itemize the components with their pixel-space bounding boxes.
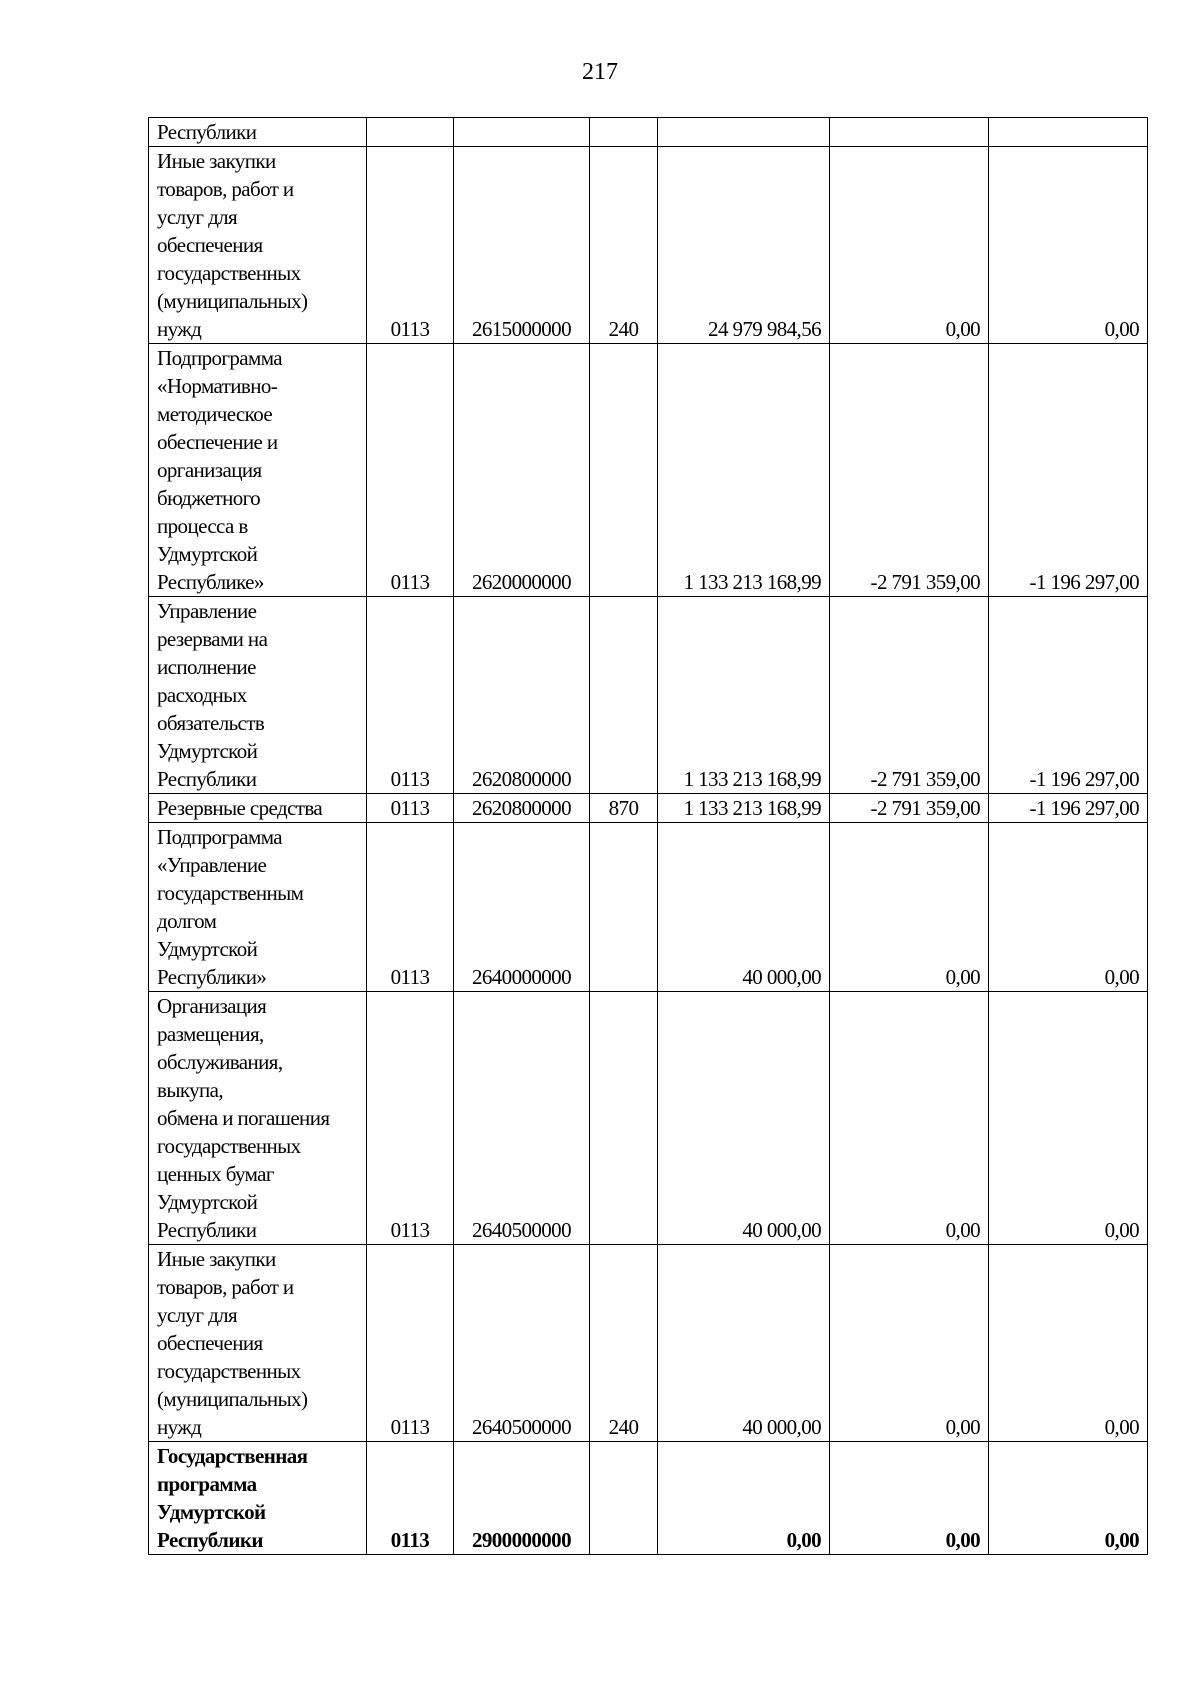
amount-2-cell: 0,00 — [830, 1245, 989, 1442]
expense-type-cell: 240 — [590, 147, 658, 344]
section-code-cell: 0113 — [367, 794, 454, 823]
amount-2-cell: 0,00 — [830, 992, 989, 1245]
section-code-cell: 0113 — [367, 1442, 454, 1555]
table-row — [149, 344, 1148, 597]
table-row — [149, 147, 1148, 344]
amount-2-cell: -2 791 359,00 — [830, 597, 989, 794]
item-name-cell: Государственная программа Удмуртской Республики — [149, 1442, 367, 1555]
target-article-cell: 2620800000 — [454, 794, 590, 823]
expense-type-cell — [590, 823, 658, 992]
target-article-cell — [454, 118, 590, 147]
amount-3-cell: -1 196 297,00 — [989, 344, 1148, 597]
page-number: 217 — [582, 59, 618, 85]
amount-3-cell: 0,00 — [989, 1245, 1148, 1442]
item-name-cell: Управление резервами на исполнение расходных обязательств Удмуртской Республики — [149, 597, 367, 794]
section-code-cell: 0113 — [367, 147, 454, 344]
section-code-cell: 0113 — [367, 1245, 454, 1442]
amount-2-cell: -2 791 359,00 — [830, 794, 989, 823]
target-article-cell: 2620000000 — [454, 344, 590, 597]
item-name-cell: Республики — [149, 118, 367, 147]
amount-1-cell — [658, 118, 830, 147]
target-article-cell: 2640500000 — [454, 992, 590, 1245]
amount-1-cell: 40 000,00 — [658, 823, 830, 992]
budget-table — [148, 117, 1148, 1555]
target-article-cell: 2640500000 — [454, 1245, 590, 1442]
table-row — [149, 1245, 1148, 1442]
amount-3-cell: 0,00 — [989, 1442, 1148, 1555]
amount-3-cell: -1 196 297,00 — [989, 794, 1148, 823]
amount-2-cell: 0,00 — [830, 823, 989, 992]
item-name-cell: Резервные средства — [149, 794, 367, 823]
item-name-cell: Подпрограмма «Нормативно- методическое обеспечение и организация бюджетного процесса в Удмуртской Республике» — [149, 344, 367, 597]
amount-3-cell: 0,00 — [989, 992, 1148, 1245]
amount-1-cell: 40 000,00 — [658, 992, 830, 1245]
amount-1-cell: 1 133 213 168,99 — [658, 794, 830, 823]
amount-2-cell: 0,00 — [830, 147, 989, 344]
section-code-cell: 0113 — [367, 992, 454, 1245]
section-code-cell — [367, 118, 454, 147]
amount-1-cell: 1 133 213 168,99 — [658, 597, 830, 794]
section-code-cell: 0113 — [367, 344, 454, 597]
table-row — [149, 794, 1148, 823]
amount-3-cell: 0,00 — [989, 823, 1148, 992]
expense-type-cell — [590, 1442, 658, 1555]
expense-type-cell: 240 — [590, 1245, 658, 1442]
expense-type-cell — [590, 118, 658, 147]
amount-1-cell: 0,00 — [658, 1442, 830, 1555]
table-row — [149, 597, 1148, 794]
target-article-cell: 2620800000 — [454, 597, 590, 794]
amount-3-cell: -1 196 297,00 — [989, 597, 1148, 794]
expense-type-cell — [590, 597, 658, 794]
table-row — [149, 823, 1148, 992]
table-body — [149, 118, 1148, 1555]
amount-3-cell — [989, 118, 1148, 147]
item-name-cell: Иные закупки товаров, работ и услуг для обеспечения государственных (муниципальных) нужд — [149, 147, 367, 344]
amount-3-cell: 0,00 — [989, 147, 1148, 344]
section-code-cell: 0113 — [367, 597, 454, 794]
amount-2-cell: 0,00 — [830, 1442, 989, 1555]
target-article-cell: 2640000000 — [454, 823, 590, 992]
target-article-cell: 2615000000 — [454, 147, 590, 344]
target-article-cell: 2900000000 — [454, 1442, 590, 1555]
amount-1-cell: 24 979 984,56 — [658, 147, 830, 344]
expense-type-cell — [590, 344, 658, 597]
table-row — [149, 1442, 1148, 1555]
item-name-cell: Организация размещения, обслуживания, выкупа, обмена и погашения государственных ценных бумаг Удмуртской Республики — [149, 992, 367, 1245]
expense-type-cell: 870 — [590, 794, 658, 823]
amount-1-cell: 1 133 213 168,99 — [658, 344, 830, 597]
amount-1-cell: 40 000,00 — [658, 1245, 830, 1442]
item-name-cell: Подпрограмма «Управление государственным долгом Удмуртской Республики» — [149, 823, 367, 992]
item-name-cell: Иные закупки товаров, работ и услуг для обеспечения государственных (муниципальных) нужд — [149, 1245, 367, 1442]
amount-2-cell — [830, 118, 989, 147]
section-code-cell: 0113 — [367, 823, 454, 992]
table-row — [149, 118, 1148, 147]
expense-type-cell — [590, 992, 658, 1245]
table-row — [149, 992, 1148, 1245]
amount-2-cell: -2 791 359,00 — [830, 344, 989, 597]
